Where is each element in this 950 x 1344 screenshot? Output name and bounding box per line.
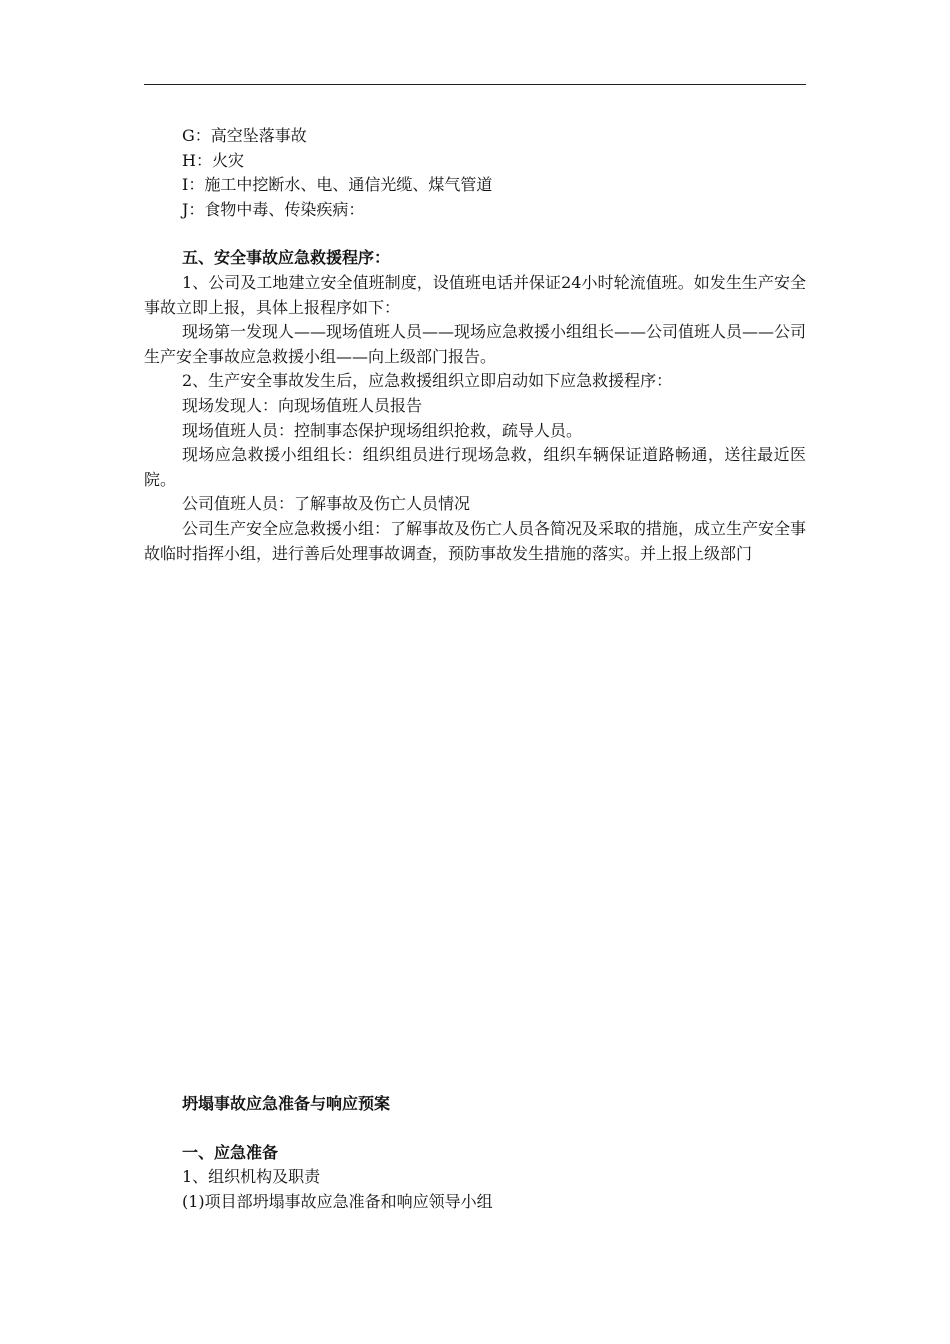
paragraph: 现场发现人：向现场值班人员报告	[182, 395, 423, 415]
paragraph: 1、公司及工地建立安全值班制度，设值班电话并保证24小时轮流值班。如发生生产安全事故立即上报，具体上报程序如下：	[144, 272, 806, 317]
document-title: 坍塌事故应急准备与响应预案	[182, 1094, 391, 1113]
paragraph: 2、生产安全事故发生后，应急救援组织立即启动如下应急救援程序：	[182, 371, 673, 391]
paragraph: 现场应急救援小组组长：组织组员进行现场急救，组织车辆保证道路畅通，送往最近医院。	[144, 445, 806, 489]
list-item: (1)项目部坍塌事故应急准备和响应领导小组	[182, 1191, 493, 1211]
list-item: G：高空坠落事故	[182, 126, 307, 145]
page-body	[144, 124, 806, 566]
paragraph: 公司值班人员：了解事故及伤亡人员情况	[182, 494, 471, 514]
paragraph: 现场值班人员：控制事态保护现场组织抢救，疏导人员。	[182, 420, 583, 440]
list-item: J：食物中毒、传染疾病：	[182, 199, 365, 219]
section-heading: 一、应急准备	[182, 1142, 279, 1162]
paragraph: 公司生产安全应急救援小组：了解事故及伤亡人员各简况及采取的措施，成立生产安全事故临时指挥小组，进行善后处理事故调查，预防事故发生措施的落实。并上报上级部门	[144, 518, 807, 563]
list-item: I：施工中挖断水、电、通信光缆、煤气管道	[182, 175, 493, 195]
section-heading: 五、安全事故应急救援程序：	[182, 248, 391, 268]
list-item: H：火灾	[182, 150, 244, 170]
list-item: 1、组织机构及职责	[182, 1167, 321, 1187]
header-rule	[144, 84, 806, 85]
collapse-plan-section	[144, 1092, 806, 1214]
paragraph: 现场第一发现人——现场值班人员——现场应急救援小组组长——公司值班人员——公司生产安全事故应急救援小组——向上级部门报告。	[144, 322, 807, 366]
